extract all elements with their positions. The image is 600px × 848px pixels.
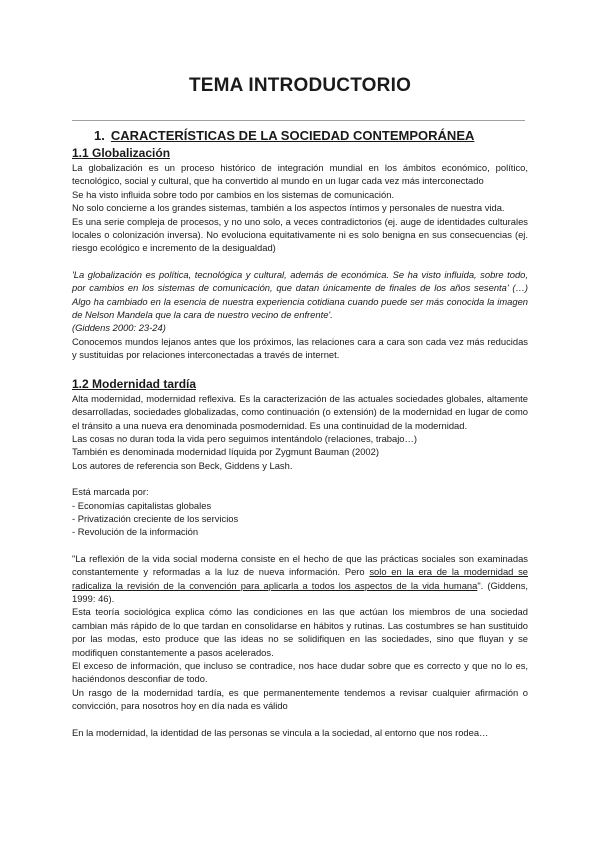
paragraph: Esta teoría sociológica explica cómo las condiciones en las que actúan los miembros de una sociedad cambian más rápido de lo que tardan en consolidarse en hábitos y rutinas. Las costumbres se han sustituido por las modas, esto produce que las ideas no se solidifiquen en las sociedades, sino que fluyan y se modifiquen constantemente a pasos acelerados. (72, 606, 528, 658)
list-item: - Economías capitalistas globales (72, 499, 212, 511)
paragraph: Un rasgo de la modernidad tardía, es que permanentemente tendemos a revisar cualquier afirmación o convicción, para nosotros hoy en día nada es válido (72, 686, 528, 712)
list-item: - Privatización creciente de los servicios (72, 512, 239, 524)
document-body (72, 128, 528, 739)
citation: (Giddens 2000: 23-24) (72, 322, 166, 334)
paragraph: La globalización es un proceso histórico de integración mundial en los ámbitos económico, político, tecnológico, social y cultural, que ha convertido al mundo en un lugar cada vez más interconectado (72, 162, 528, 187)
paragraph: No solo concierne a los grandes sistemas, también a los aspectos íntimos y personales de nuestra vida. (72, 202, 505, 214)
quote-underlined-text: solo en la era de la modernidad se radicaliza la revisión de la convención para aplicarla a todos los aspectos de la vida humana (72, 566, 528, 591)
quote-text: "La reflexión de la vida social moderna consiste en el hecho de que las prácticas sociales son examinadas constantemente y reformadas a la luz de nueva información. Pero (72, 552, 528, 578)
paragraph: Las cosas no duran toda la vida pero seguimos intentándolo (relaciones, trabajo…) (72, 432, 417, 444)
section-number: 1. (94, 128, 105, 143)
paragraph: Los autores de referencia son Beck, Giddens y Lash. (72, 459, 293, 471)
section-title: CARACTERÍSTICAS DE LA SOCIEDAD CONTEMPORÁNEA (110, 128, 475, 143)
quote-paragraph: 'La globalización es política, tecnológica y cultural, además de económica. Se ha visto influida, sobre todo, por cambios en los sistemas de comunicación, que datan únicamente de finales de los años sesenta' (…) Algo ha cambiado en la esencia de nuestra experiencia cotidiana cuando puede ser más conocida la imagen de Nelson Mandela que la cara de nuestro vecino de enfrente'. (72, 268, 528, 321)
document-title: TEMA INTRODUCTORIO (188, 75, 412, 96)
paragraph: El exceso de información, que incluso se contradice, nos hace dudar sobre que es correcto y que no lo es, haciéndonos desconfiar de todo. (72, 660, 528, 685)
paragraph: En la modernidad, la identidad de las personas se vincula a la sociedad, al entorno que nos rodea… (72, 726, 489, 738)
paragraph: Es una serie compleja de procesos, y no uno solo, a veces contradictorios (ej. auge de identidades culturales locales o colonización inversa). No evoluciona equitativamente ni es solo benigna en sus consecuencias (ej. riesgo ecológico e incremento de la desigualdad) (72, 215, 528, 254)
paragraph: Se ha visto influida sobre todo por cambios en los sistemas de comunicación. (72, 188, 395, 200)
subsection-heading-modernidad: 1.2 Modernidad tardía (72, 376, 197, 391)
paragraph: Conocemos mundos lejanos antes que los próximos, las relaciones cara a cara son cada vez más reducidas y sustituidas por relaciones interconectadas a través de internet. (72, 335, 528, 361)
quote-paragraph (72, 552, 528, 606)
subsection-heading-globalizacion: 1.1 Globalización (72, 146, 171, 160)
paragraph: También es denominada modernidad líquida por Zygmunt Bauman (2002) (72, 446, 379, 458)
list-intro: Está marcada por: (72, 486, 149, 498)
quote-citation: ". (Giddens, 1999: 46). (72, 579, 528, 604)
section-heading (94, 128, 528, 144)
title-divider (72, 120, 525, 121)
paragraph: Alta modernidad, modernidad reflexiva. Es la caracterización de las actuales sociedades globales, altamente desarrolladas, sociedades globalizadas, como continuación (o extensión) de la modernidad en lugar de como el tránsito a una nueva era denominada posmodernidad. Es una continuidad de la modernidad. (72, 392, 528, 431)
list-item: - Revolución de la información (72, 526, 199, 538)
